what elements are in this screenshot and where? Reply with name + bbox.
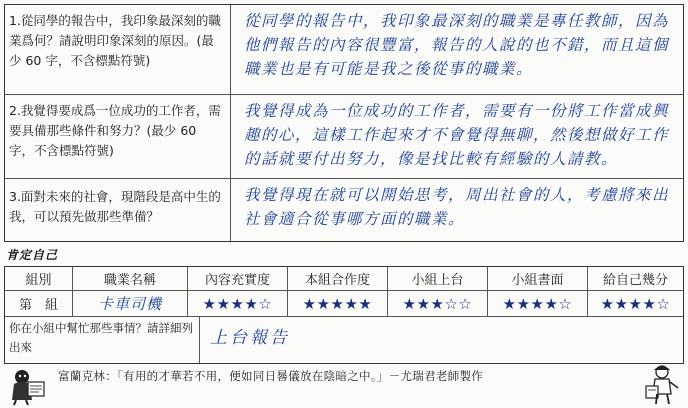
question-prompt-3: 3.面對未來的社會，現階段是高中生的我，可以預先做那些準備？ xyxy=(5,179,231,241)
self-eval-header-row xyxy=(5,267,683,291)
rating-stars: ★★★★★ xyxy=(302,294,373,313)
header-job-name: 職業名稱 xyxy=(73,267,188,290)
rating-self-score xyxy=(588,291,683,316)
footer xyxy=(0,364,688,408)
question-prompt-1: 1.從同學的報告中，我印象最深刻的職業爲何？請說明印象深刻的原因。(最少 60 字，不含標點符號) xyxy=(5,5,231,94)
rating-written xyxy=(488,291,588,316)
rating-stars: ★★★★☆ xyxy=(502,294,573,313)
help-answer: 上台報告 xyxy=(210,328,290,348)
question-row-2 xyxy=(5,95,683,179)
answer-3: 我覺得現在就可以開始思考，周出社會的人，考慮將來出社會適合從事哪方面的職業。 xyxy=(244,186,670,228)
rating-presentation xyxy=(388,291,488,316)
rating-stars: ★★★★☆ xyxy=(600,294,671,313)
self-eval-table xyxy=(4,266,684,364)
job-name: 卡車司機 xyxy=(73,291,188,316)
header-presentation: 小組上台 xyxy=(388,267,488,290)
rating-content xyxy=(188,291,288,316)
self-eval-title: 肯定自己 xyxy=(6,248,59,262)
quote-text: 富蘭克林：「有用的才華若不用，便如同日晷儀放在陰暗之中。」－尤瑞君老師製作 xyxy=(58,369,484,383)
rating-stars: ★★★★☆ xyxy=(202,294,273,313)
question-row-3 xyxy=(5,179,683,241)
person-clipart-icon xyxy=(6,366,50,406)
header-self-score: 給自己幾分 xyxy=(602,273,668,288)
question-row-1 xyxy=(5,5,683,95)
header-group: 組別 xyxy=(5,267,73,290)
self-eval-rating-row xyxy=(5,291,683,317)
header-written: 小組書面 xyxy=(488,267,588,290)
answer-1: 從同學的報告中，我印象最深刻的職業是專任教師，因為他們報告的內容很豐富，報告的人說的也不錯，而且這個職業也是有可能是我之後從事的職業。 xyxy=(244,12,670,78)
answer-2: 我覺得成為一位成功的工作者，需要有一份將工作當成興趣的心，這樣工作起來才不會覺得無聊，然後想做好工作的話就要付出努力，像是找比較有經驗的人請教。 xyxy=(244,102,670,168)
question-prompt-2: 2.我覺得要成爲一位成功的工作者，需要具備那些條件和努力？(最少 60 字，不含標點符號) xyxy=(5,95,231,178)
header-cooperation: 本組合作度 xyxy=(288,267,388,290)
rating-cooperation xyxy=(288,291,388,316)
question-table xyxy=(4,4,684,242)
help-question: 你在小組中幫忙那些事情？請詳細列出來 xyxy=(5,317,200,363)
rating-stars: ★★★☆☆ xyxy=(402,294,473,313)
group-label: 第 組 xyxy=(5,291,73,316)
header-content: 內容充實度 xyxy=(188,267,288,290)
self-eval-help-row xyxy=(5,317,683,363)
traveler-clipart-icon xyxy=(642,364,684,406)
